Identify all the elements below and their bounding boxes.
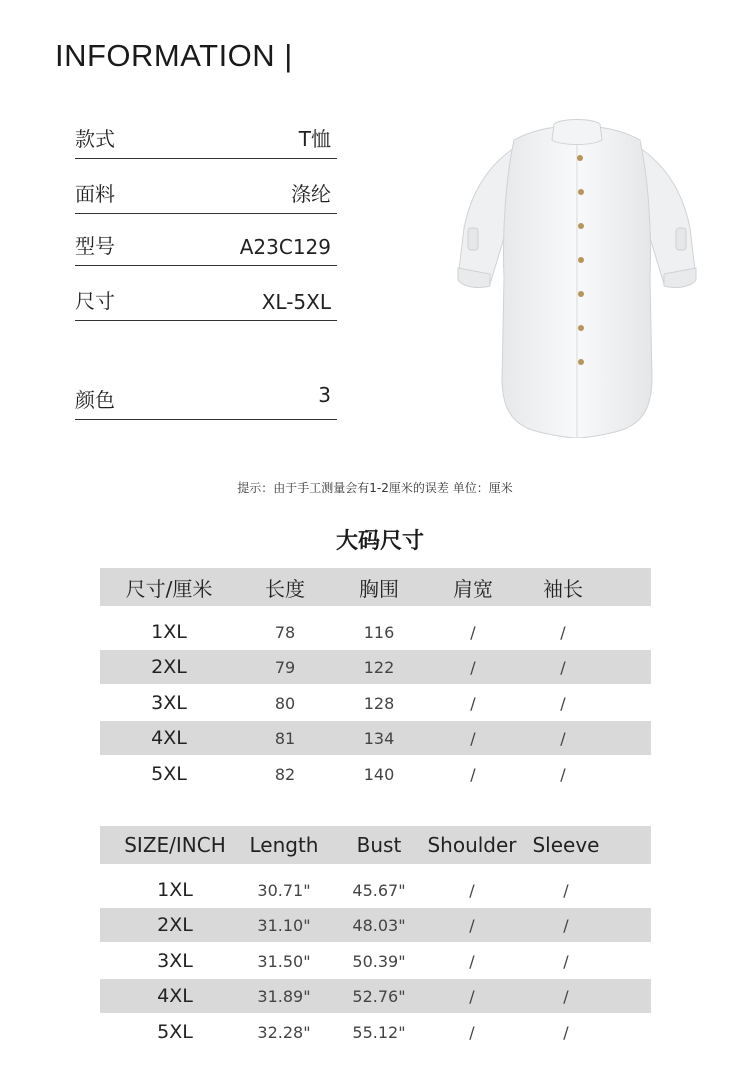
info-value: A23C129 [239, 235, 331, 259]
header-cell: 长度 [265, 576, 305, 601]
measurement-tip: 提示：由于手工测量会有1-2厘米的误差 单位：厘米 [237, 481, 513, 495]
table-cell: / [563, 951, 569, 971]
header-cell: Shoulder [427, 833, 517, 857]
info-label: 型号 [75, 234, 115, 258]
table-cell: / [469, 986, 475, 1006]
size-cell: 3XL [151, 692, 187, 714]
info-label: 颜色 [75, 388, 115, 412]
section-title: 大码尺寸 [335, 529, 424, 554]
header-cell: 胸围 [359, 576, 399, 601]
header-cell: 袖长 [543, 576, 583, 601]
table-cell: / [469, 951, 475, 971]
product-shirt-image [452, 118, 702, 438]
table-cell: 116 [363, 622, 395, 642]
info-label: 尺寸 [75, 289, 115, 313]
table-cell: / [560, 764, 566, 784]
table-cell: 128 [363, 693, 395, 713]
table-cell: 52.76" [352, 986, 406, 1006]
size-cell: 1XL [151, 621, 187, 643]
table-row [100, 873, 651, 907]
table-cell: 31.10" [257, 915, 311, 935]
table-row [100, 979, 651, 1013]
table-cell: 140 [363, 764, 395, 784]
table-cell: / [470, 764, 476, 784]
header-cell: 尺寸/厘米 [125, 576, 213, 601]
table-row [100, 721, 651, 755]
table-cell: / [470, 657, 476, 677]
table-header [100, 826, 651, 864]
table-cell: / [563, 1022, 569, 1042]
info-row-model [75, 225, 337, 266]
table-cell: / [563, 986, 569, 1006]
table-cell: / [560, 693, 566, 713]
table-cell: 79 [274, 657, 296, 677]
table-cell: 31.50" [257, 951, 311, 971]
table-cell: 80 [274, 693, 296, 713]
table-cell: 50.39" [352, 951, 406, 971]
table-cell: / [470, 693, 476, 713]
info-value: T恤 [298, 127, 331, 151]
table-cell: 81 [274, 728, 296, 748]
info-value: XL-5XL [261, 290, 331, 314]
header-cell: SIZE/INCH [124, 833, 226, 857]
table-header [100, 568, 651, 606]
header-cell: 肩宽 [453, 576, 493, 601]
size-cell: 5XL [151, 763, 187, 785]
table-cell: 48.03" [352, 915, 406, 935]
info-value: 3 [318, 383, 331, 407]
table-cell: 31.89" [257, 986, 311, 1006]
table-cell: 55.12" [352, 1022, 406, 1042]
size-cell: 2XL [151, 656, 187, 678]
size-cell: 4XL [157, 985, 193, 1007]
table-row [100, 757, 651, 791]
table-cell: 32.28" [257, 1022, 311, 1042]
table-cell: / [560, 622, 566, 642]
size-cell: 1XL [157, 879, 193, 901]
table-cell: 82 [274, 764, 296, 784]
table-cell: 45.67" [352, 880, 406, 900]
size-cell: 5XL [157, 1021, 193, 1043]
table-row [100, 686, 651, 720]
info-label: 款式 [75, 127, 115, 151]
table-row [100, 1015, 651, 1049]
table-row [100, 650, 651, 684]
info-row-color [75, 378, 337, 420]
info-label: 面料 [75, 182, 115, 206]
info-row-fabric [75, 173, 337, 214]
info-row-style [75, 118, 337, 159]
size-cell: 2XL [157, 914, 193, 936]
page-title: INFORMATION | [55, 38, 293, 73]
table-cell: 134 [363, 728, 395, 748]
table-cell: / [469, 1022, 475, 1042]
info-value: 涤纶 [291, 182, 331, 206]
table-cell: / [469, 915, 475, 935]
header-cell: Sleeve [532, 833, 600, 857]
header-cell: Length [249, 833, 319, 857]
header-cell: Bust [356, 833, 402, 857]
table-cell: 30.71" [257, 880, 311, 900]
table-cell: / [560, 657, 566, 677]
table-cell: 78 [274, 622, 296, 642]
info-row-size [75, 280, 337, 321]
table-row [100, 944, 651, 978]
table-cell: / [470, 622, 476, 642]
table-cell: 122 [363, 657, 395, 677]
table-cell: / [470, 728, 476, 748]
table-cell: / [469, 880, 475, 900]
size-cell: 3XL [157, 950, 193, 972]
table-cell: / [560, 728, 566, 748]
table-cell: / [563, 915, 569, 935]
table-row [100, 615, 651, 649]
table-cell: / [563, 880, 569, 900]
size-cell: 4XL [151, 727, 187, 749]
table-row [100, 908, 651, 942]
